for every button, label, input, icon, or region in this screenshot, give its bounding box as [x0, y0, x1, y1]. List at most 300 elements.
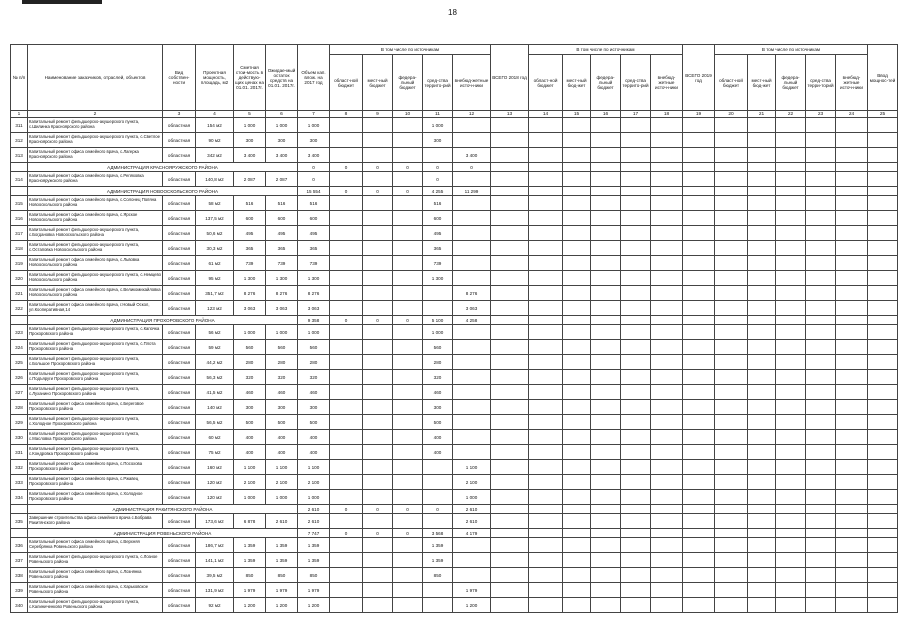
section-title: АДМИНИСТРАЦИЯ ПРОХОРОВСКОГО РАЙОНА [28, 316, 298, 325]
empty-cell [776, 538, 806, 553]
empty-cell [651, 460, 683, 475]
empty-cell [651, 187, 683, 196]
empty-cell [621, 475, 651, 490]
empty-cell [836, 340, 868, 355]
value-cell: 0 [363, 505, 393, 514]
empty-cell [868, 568, 898, 583]
column-number: 17 [621, 111, 651, 118]
empty-cell [748, 187, 776, 196]
empty-cell [491, 211, 529, 226]
empty-cell [651, 430, 683, 445]
empty-cell [748, 325, 776, 340]
value-cell: 2 100 [298, 475, 330, 490]
value-cell: 400 [266, 445, 298, 460]
column-number: 10 [393, 111, 423, 118]
column-number: 20 [715, 111, 748, 118]
empty-cell [563, 514, 591, 529]
empty-cell [491, 475, 529, 490]
empty-cell [591, 211, 621, 226]
empty-cell [715, 514, 748, 529]
ownership-cell: областная [163, 538, 196, 553]
ownership-cell: областная [163, 226, 196, 241]
empty-cell [776, 148, 806, 163]
hdr-src3-regional: област-ной бюджет [715, 55, 748, 111]
empty-cell [715, 583, 748, 598]
empty-cell [868, 271, 898, 286]
value-cell: 300 [423, 133, 453, 148]
empty-cell [683, 553, 715, 568]
empty-cell [715, 505, 748, 514]
empty-cell [776, 505, 806, 514]
empty-cell [491, 187, 529, 196]
empty-cell [651, 211, 683, 226]
hdr-remaining: Ожидае-мый остаток средств на 01.01. 2017г. [266, 45, 298, 111]
value-cell [393, 211, 423, 226]
value-cell [393, 301, 423, 316]
empty-cell [868, 325, 898, 340]
empty-cell [491, 385, 529, 400]
empty-cell [529, 286, 563, 301]
value-cell: 739 [266, 256, 298, 271]
empty-cell [591, 529, 621, 538]
hdr-src-federal: федера-льный бюджет [393, 55, 423, 111]
empty-cell [683, 505, 715, 514]
empty-cell [776, 286, 806, 301]
value-cell: 300 [298, 133, 330, 148]
empty-cell [529, 385, 563, 400]
empty-cell [806, 490, 836, 505]
value-cell: 400 [234, 430, 266, 445]
empty-cell [776, 490, 806, 505]
value-cell [423, 148, 453, 163]
empty-cell [806, 598, 836, 613]
row-number: 333 [11, 475, 28, 490]
empty-cell [836, 385, 868, 400]
value-cell: 280 [234, 355, 266, 370]
empty-cell [868, 196, 898, 211]
row-number: 338 [11, 568, 28, 583]
value-cell [330, 325, 363, 340]
empty-cell [683, 355, 715, 370]
empty-cell [563, 241, 591, 256]
empty-cell [491, 490, 529, 505]
column-number: 14 [529, 111, 563, 118]
empty-cell [621, 385, 651, 400]
value-cell: 1 200 [266, 598, 298, 613]
capacity-cell: 56,3 м2 [196, 370, 234, 385]
empty-cell [621, 553, 651, 568]
value-cell: 560 [423, 340, 453, 355]
empty-cell [591, 226, 621, 241]
empty-cell [748, 529, 776, 538]
empty-cell [748, 505, 776, 514]
empty-cell [868, 370, 898, 385]
row-number: 339 [11, 583, 28, 598]
empty-cell [776, 475, 806, 490]
hdr-num: № п/п [11, 45, 28, 111]
empty-cell [621, 211, 651, 226]
value-cell [363, 583, 393, 598]
value-cell [423, 490, 453, 505]
row-number: 329 [11, 415, 28, 430]
hdr-group-2017: В том числе по источникам [330, 45, 491, 55]
section-title: АДМИНИСТРАЦИЯ НОВООСКОЛЬСКОГО РАЙОНА [28, 187, 298, 196]
empty-cell [621, 148, 651, 163]
section-title: АДМИНИСТРАЦИЯ РАКИТЯНСКОГО РАЙОНА [28, 505, 298, 514]
row-number: 314 [11, 172, 28, 187]
empty-cell [11, 529, 28, 538]
empty-cell [868, 538, 898, 553]
empty-cell [563, 172, 591, 187]
empty-cell [715, 415, 748, 430]
empty-cell [868, 553, 898, 568]
capacity-cell: 60 м2 [196, 430, 234, 445]
value-cell: 495 [423, 226, 453, 241]
empty-cell [651, 598, 683, 613]
value-cell [423, 460, 453, 475]
value-cell [423, 286, 453, 301]
empty-cell [776, 325, 806, 340]
value-cell: 600 [266, 211, 298, 226]
empty-cell [491, 430, 529, 445]
ownership-cell: областная [163, 568, 196, 583]
empty-cell [651, 415, 683, 430]
empty-cell [621, 460, 651, 475]
column-number: 18 [651, 111, 683, 118]
empty-cell [651, 340, 683, 355]
value-cell [330, 430, 363, 445]
row-number: 340 [11, 598, 28, 613]
empty-cell [651, 538, 683, 553]
empty-cell [776, 196, 806, 211]
capacity-cell: 95 м2 [196, 271, 234, 286]
empty-cell [651, 316, 683, 325]
empty-cell [591, 583, 621, 598]
empty-cell [748, 460, 776, 475]
capacity-cell: 351,7 м2 [196, 286, 234, 301]
hdr-src2-local: мест-ный бюд-жет [563, 55, 591, 111]
value-cell: 11 299 [453, 187, 491, 196]
column-number: 11 [423, 111, 453, 118]
empty-cell [529, 325, 563, 340]
hdr-src2-regional: област-ной бюджет [529, 55, 563, 111]
value-cell: 1 300 [266, 271, 298, 286]
empty-cell [748, 286, 776, 301]
empty-cell [868, 505, 898, 514]
value-cell: 15 554 [298, 187, 330, 196]
ownership-cell: областная [163, 415, 196, 430]
empty-cell [651, 172, 683, 187]
value-cell: 1 000 [266, 118, 298, 133]
ownership-cell: областная [163, 148, 196, 163]
empty-cell [868, 529, 898, 538]
empty-cell [563, 148, 591, 163]
value-cell: 0 [393, 316, 423, 325]
value-cell: 0 [363, 187, 393, 196]
value-cell: 850 [234, 568, 266, 583]
empty-cell [868, 583, 898, 598]
empty-cell [836, 568, 868, 583]
value-cell [453, 325, 491, 340]
empty-cell [563, 226, 591, 241]
value-cell: 600 [423, 211, 453, 226]
empty-cell [683, 316, 715, 325]
value-cell: 1 000 [266, 325, 298, 340]
value-cell: 320 [298, 370, 330, 385]
value-cell: 516 [234, 196, 266, 211]
empty-cell [715, 271, 748, 286]
value-cell [393, 241, 423, 256]
empty-cell [868, 385, 898, 400]
value-cell [330, 118, 363, 133]
empty-cell [651, 355, 683, 370]
empty-cell [591, 271, 621, 286]
empty-cell [621, 187, 651, 196]
empty-cell [529, 529, 563, 538]
empty-cell [651, 370, 683, 385]
empty-cell [651, 490, 683, 505]
empty-cell [748, 538, 776, 553]
empty-cell [806, 325, 836, 340]
value-cell [453, 553, 491, 568]
table-row [11, 325, 898, 340]
empty-cell [748, 301, 776, 316]
ownership-cell: областная [163, 211, 196, 226]
value-cell [363, 256, 393, 271]
empty-cell [591, 196, 621, 211]
value-cell: 400 [298, 445, 330, 460]
value-cell [393, 475, 423, 490]
value-cell [330, 583, 363, 598]
value-cell [393, 370, 423, 385]
value-cell: 1 000 [298, 325, 330, 340]
value-cell [393, 286, 423, 301]
empty-cell [651, 241, 683, 256]
empty-cell [748, 370, 776, 385]
value-cell [393, 598, 423, 613]
empty-cell [776, 226, 806, 241]
empty-cell [836, 196, 868, 211]
value-cell: 300 [234, 400, 266, 415]
empty-cell [806, 172, 836, 187]
hdr-src-offbudget: внебюд-жетные источ-ники [453, 55, 491, 111]
empty-cell [715, 301, 748, 316]
hdr-total-2018: ВСЕГО 2018 год [491, 45, 529, 111]
empty-cell [621, 271, 651, 286]
value-cell [330, 370, 363, 385]
ownership-cell: областная [163, 583, 196, 598]
empty-cell [806, 211, 836, 226]
empty-cell [529, 187, 563, 196]
value-cell: 5 100 [423, 316, 453, 325]
empty-cell [806, 529, 836, 538]
capacity-cell: 59 м2 [196, 340, 234, 355]
empty-cell [651, 118, 683, 133]
value-cell [363, 271, 393, 286]
empty-cell [748, 256, 776, 271]
object-name: Капитальный ремонт фельдшерско-акушерского пункта, с.Шилинка Красноярского района [28, 118, 163, 133]
value-cell: 1 200 [298, 598, 330, 613]
value-cell: 1 000 [423, 118, 453, 133]
table-row [11, 118, 898, 133]
row-number: 312 [11, 133, 28, 148]
empty-cell [715, 118, 748, 133]
value-cell [453, 370, 491, 385]
empty-cell [748, 355, 776, 370]
hdr-capacity: Проектная мощность, площадь, м2 [196, 45, 234, 111]
column-number: 1 [11, 111, 28, 118]
column-number: 4 [196, 111, 234, 118]
empty-cell [806, 355, 836, 370]
row-number: 330 [11, 430, 28, 445]
empty-cell [591, 505, 621, 514]
empty-cell [491, 133, 529, 148]
empty-cell [776, 163, 806, 172]
empty-cell [836, 241, 868, 256]
value-cell [453, 385, 491, 400]
ownership-cell: областная [163, 490, 196, 505]
hdr-src-regional: област-ной бюджет [330, 55, 363, 111]
value-cell: 0 [298, 172, 330, 187]
empty-cell [776, 529, 806, 538]
empty-cell [836, 256, 868, 271]
empty-cell [836, 316, 868, 325]
object-name: Капитальный ремонт фельдшерско-акушерского пункта, с.Капочка Прохоровского района [28, 325, 163, 340]
object-name: Завершение строительства офиса семейного врача с.Бобрава Ракитянского района [28, 514, 163, 529]
empty-cell [868, 241, 898, 256]
empty-cell [563, 583, 591, 598]
empty-cell [591, 325, 621, 340]
empty-cell [529, 271, 563, 286]
value-cell [453, 400, 491, 415]
empty-cell [563, 598, 591, 613]
empty-cell [529, 553, 563, 568]
empty-cell [683, 430, 715, 445]
empty-cell [836, 514, 868, 529]
empty-cell [776, 187, 806, 196]
object-name: Капитальный ремонт офиса семейного врача, с.Верхняя Серебрянка Ровеньского района [28, 538, 163, 553]
empty-cell [806, 553, 836, 568]
hdr-src2-federal: федера-льный бюджет [591, 55, 621, 111]
table-row [11, 196, 898, 211]
empty-cell [491, 529, 529, 538]
empty-cell [651, 226, 683, 241]
empty-cell [715, 196, 748, 211]
value-cell: 1 300 [423, 271, 453, 286]
capacity-cell: 41,5 м2 [196, 385, 234, 400]
section-row [11, 505, 898, 514]
empty-cell [868, 286, 898, 301]
table-row [11, 490, 898, 505]
value-cell [363, 400, 393, 415]
table-row [11, 241, 898, 256]
empty-cell [683, 460, 715, 475]
value-cell: 2 610 [298, 505, 330, 514]
empty-cell [776, 583, 806, 598]
value-cell: 495 [266, 226, 298, 241]
empty-cell [836, 355, 868, 370]
empty-cell [748, 598, 776, 613]
value-cell: 3 568 [423, 529, 453, 538]
empty-cell [683, 490, 715, 505]
value-cell [453, 196, 491, 211]
value-cell: 280 [266, 355, 298, 370]
empty-cell [836, 538, 868, 553]
column-number: 2 [28, 111, 163, 118]
column-number: 7 [298, 111, 330, 118]
empty-cell [491, 148, 529, 163]
empty-cell [806, 196, 836, 211]
value-cell [393, 430, 423, 445]
value-cell: 8 276 [266, 286, 298, 301]
value-cell: 1 000 [234, 325, 266, 340]
value-cell [453, 118, 491, 133]
empty-cell [776, 301, 806, 316]
value-cell [363, 211, 393, 226]
empty-cell [651, 583, 683, 598]
row-number: 332 [11, 460, 28, 475]
table-row [11, 553, 898, 568]
empty-cell [683, 148, 715, 163]
ownership-cell: областная [163, 400, 196, 415]
object-name: Капитальный ремонт офиса семейного врача, с.Ржавец Прохоровского района [28, 475, 163, 490]
capacity-cell: 50,6 м2 [196, 226, 234, 241]
empty-cell [651, 271, 683, 286]
empty-cell [868, 430, 898, 445]
row-number: 327 [11, 385, 28, 400]
empty-cell [563, 400, 591, 415]
value-cell: 0 [363, 316, 393, 325]
value-cell [393, 553, 423, 568]
table-row [11, 460, 898, 475]
value-cell: 850 [423, 568, 453, 583]
empty-cell [563, 385, 591, 400]
value-cell [330, 598, 363, 613]
value-cell [363, 370, 393, 385]
empty-cell [591, 163, 621, 172]
empty-cell [868, 355, 898, 370]
row-number: 335 [11, 514, 28, 529]
empty-cell [868, 118, 898, 133]
empty-cell [683, 325, 715, 340]
value-cell: 500 [266, 415, 298, 430]
value-cell: 1 979 [298, 583, 330, 598]
table-row [11, 133, 898, 148]
empty-cell [715, 211, 748, 226]
value-cell: 0 [453, 163, 491, 172]
empty-cell [621, 490, 651, 505]
empty-cell [591, 316, 621, 325]
ownership-cell: областная [163, 286, 196, 301]
column-number: 13 [491, 111, 529, 118]
row-number: 331 [11, 445, 28, 460]
value-cell: 400 [423, 430, 453, 445]
value-cell: 320 [266, 370, 298, 385]
value-cell [363, 490, 393, 505]
table-row [11, 172, 898, 187]
value-cell [330, 340, 363, 355]
empty-cell [748, 226, 776, 241]
value-cell: 3 400 [234, 148, 266, 163]
empty-cell [836, 598, 868, 613]
value-cell [453, 271, 491, 286]
table-row [11, 355, 898, 370]
table-body [11, 118, 898, 613]
empty-cell [683, 226, 715, 241]
empty-cell [563, 430, 591, 445]
empty-cell [683, 211, 715, 226]
empty-cell [529, 211, 563, 226]
